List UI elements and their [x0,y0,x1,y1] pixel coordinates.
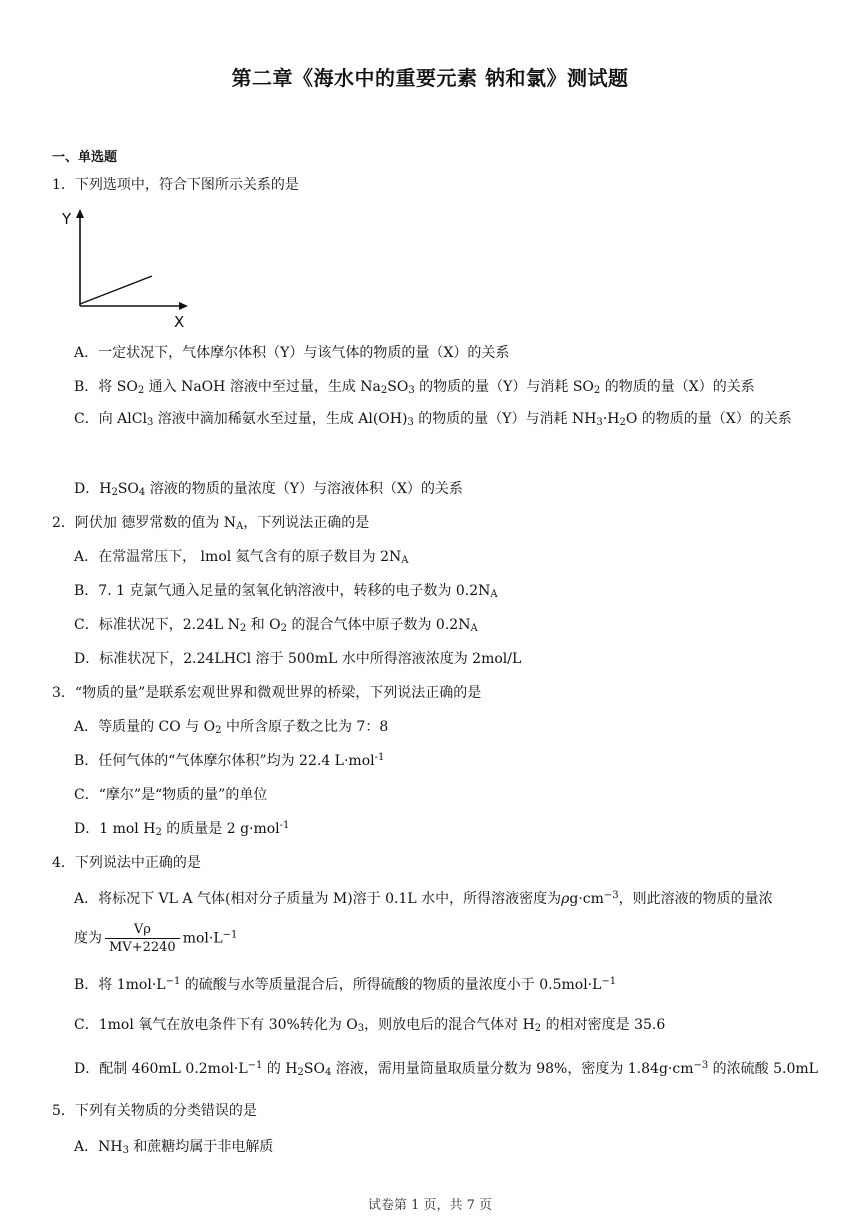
question-3-option-c: C．“摩尔”是“物质的量”的单位 [74,787,268,803]
question-4-option-a-line1: A．将标况下 VL A 气体(相对分子质量为 M)溶于 0.1L 水中，所得溶液密度为$\rho g\cdot cm^{-3}$，则此溶液的物质的量浓 [74,890,773,907]
concentration-fraction: $\frac{V\rho}{MV+2240}$ [105,922,180,955]
question-1-option-c: C．向 AlCl$_3$ 溶液中滴加稀氨水至过量，生成 $Al(OH)_3$ 的物质的量（Y）与消耗 $NH_3\cdot H_2O$ 的物质的量（X）的关系 [74,411,792,428]
question-3-option-d: D．1 mol $H_2$ 的质量是 2 g·mol$^{-1}$ [74,820,290,838]
question-4-option-d: D．配制 460mL $0.2mol\cdot L^{-1}$ 的 $H_2SO_4$ 溶液，需用量筒量取质量分数为 98%，密度为 $1.84g\cdot cm^{-3}$ 的浓硫酸 5.0mL [74,1060,818,1078]
graph-line [80,276,152,304]
graph-y-arrow [76,209,84,218]
question-5-option-a: A．$NH_3$ 和蔗糖均属于非电解质 [74,1139,274,1156]
section-heading: 一、单选题 [52,150,118,165]
graph-x-arrow [179,302,188,310]
page-title: 第二章《海水中的重要元素 钠和氯》测试题 [231,66,629,90]
question-2-option-c: C．标准状况下，2.24L $N_2$ 和 $O_2$ 的混合气体中原子数为 $0.2N_A$ [74,617,478,634]
question-1-option-a: A．一定状况下，气体摩尔体积（Y）与该气体的物质的量（X）的关系 [74,345,510,361]
question-4-option-a-line2: 度为 $\frac{V\rho}{MV+2240}$ $mol\cdot L^{-1}$ [74,922,238,955]
question-2-option-a: A．在常温常压下， lmol 氦气含有的原子数目为 $2N_A$ [74,549,409,566]
question-1-option-b: B．将 $SO_2$ 通入 NaOH 溶液中至过量，生成 $Na_2SO_3$ 的物质的量（Y）与消耗 $SO_2$ 的物质的量（X）的关系 [74,379,755,396]
question-3-stem: 3．“物质的量”是联系宏观世界和微观世界的桥梁，下列说法正确的是 [52,685,482,701]
graph-y-label: Y [62,210,72,228]
question-1-stem: 1．下列选项中，符合下图所示关系的是 [52,177,299,193]
graph-x-label: X [174,313,185,330]
page-footer: 试卷第 1 页，共 7 页 [367,1198,493,1213]
question-1-graph [60,206,200,330]
question-2-option-d: D．标准状况下，2.24LHCl 溶于 500mL 水中所得溶液浓度为 2mol/L [74,651,522,667]
question-5-stem: 5．下列有关物质的分类错误的是 [52,1103,257,1119]
question-3-option-a: A．等质量的 CO 与 $O_2$ 中所含原子数之比为 7：8 [74,719,389,736]
question-4-option-b: B．将 $1mol\cdot L^{-1}$ 的硫酸与水等质量混合后，所得硫酸的物质的量浓度小于 $0.5mol\cdot L^{-1}$ [74,976,617,993]
question-1-option-d: D．$H_2SO_4$ 溶液的物质的量浓度（Y）与溶液体积（X）的关系 [74,481,463,498]
question-2-option-b: B．7. 1 克氯气通入足量的氢氧化钠溶液中，转移的电子数为 $0.2N_A$ [74,583,498,600]
question-2-stem: 2．阿伏加 德罗常数的值为 $N_A$，下列说法正确的是 [52,515,370,532]
question-3-option-b: B．任何气体的“气体摩尔体积”均为 22.4 L·mol$^{-1}$ [74,752,385,769]
question-4-option-c: C．1mol 氧气在放电条件下有 30%转化为 $O_3$，则放电后的混合气体对 $H_2$ 的相对密度是 35.6 [74,1017,666,1034]
question-4-stem: 4．下列说法中正确的是 [52,855,201,871]
